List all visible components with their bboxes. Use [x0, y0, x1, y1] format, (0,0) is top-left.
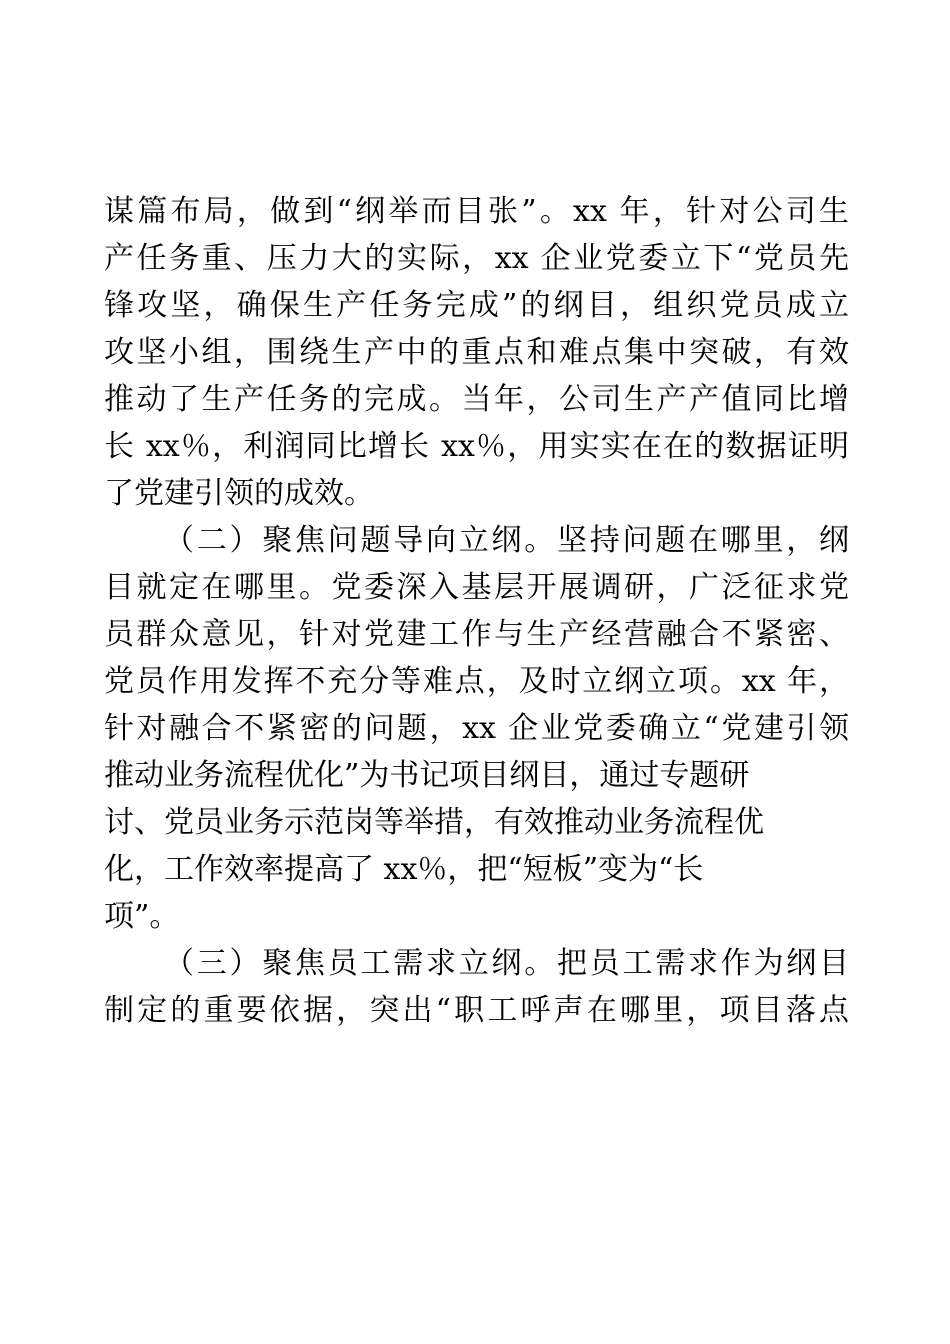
- text-line: 了党建引领的成效。: [104, 476, 374, 511]
- text-line: 推动业务流程优化”为书记项目纲目，通过专题研: [104, 758, 750, 793]
- text-line: 长 xx％，利润同比增长 xx％，用实实在在的数据证明: [104, 429, 849, 464]
- text-line: 化，工作效率提高了 xx％，把“短板”变为“长: [104, 852, 704, 887]
- text-line: 制定的重要依据，突出“职工呼声在哪里，项目落点: [104, 993, 849, 1028]
- text-line: 员群众意见，针对党建工作与生产经营融合不紧密、: [104, 617, 849, 652]
- paragraph-heading-3: （三）聚焦员工需求立纲。把员工需求作为纲目: [164, 946, 849, 981]
- text-line: 党员作用发挥不充分等难点，及时立纲立项。xx 年，: [104, 664, 849, 699]
- body-text: [104, 188, 849, 1034]
- text-line: 项”。: [104, 899, 180, 934]
- text-line: 目就定在哪里。党委深入基层开展调研，广泛征求党: [104, 570, 849, 605]
- text-line: 推动了生产任务的完成。当年，公司生产产值同比增: [104, 382, 849, 417]
- text-line: 讨、党员业务示范岗等举措，有效推动业务流程优: [104, 805, 764, 840]
- text-line: 锋攻坚，确保生产任务完成”的纲目，组织党员成立: [104, 288, 849, 323]
- text-line: 谋篇布局，做到“纲举而目张”。xx 年，针对公司生: [104, 194, 849, 229]
- text-line: 针对融合不紧密的问题，xx 企业党委确立“党建引领: [104, 711, 849, 746]
- text-line: 攻坚小组，围绕生产中的重点和难点集中突破，有效: [104, 335, 849, 370]
- paragraph-heading-2: （二）聚焦问题导向立纲。坚持问题在哪里，纲: [164, 523, 849, 558]
- text-line: 产任务重、压力大的实际，xx 企业党委立下“党员先: [104, 241, 849, 276]
